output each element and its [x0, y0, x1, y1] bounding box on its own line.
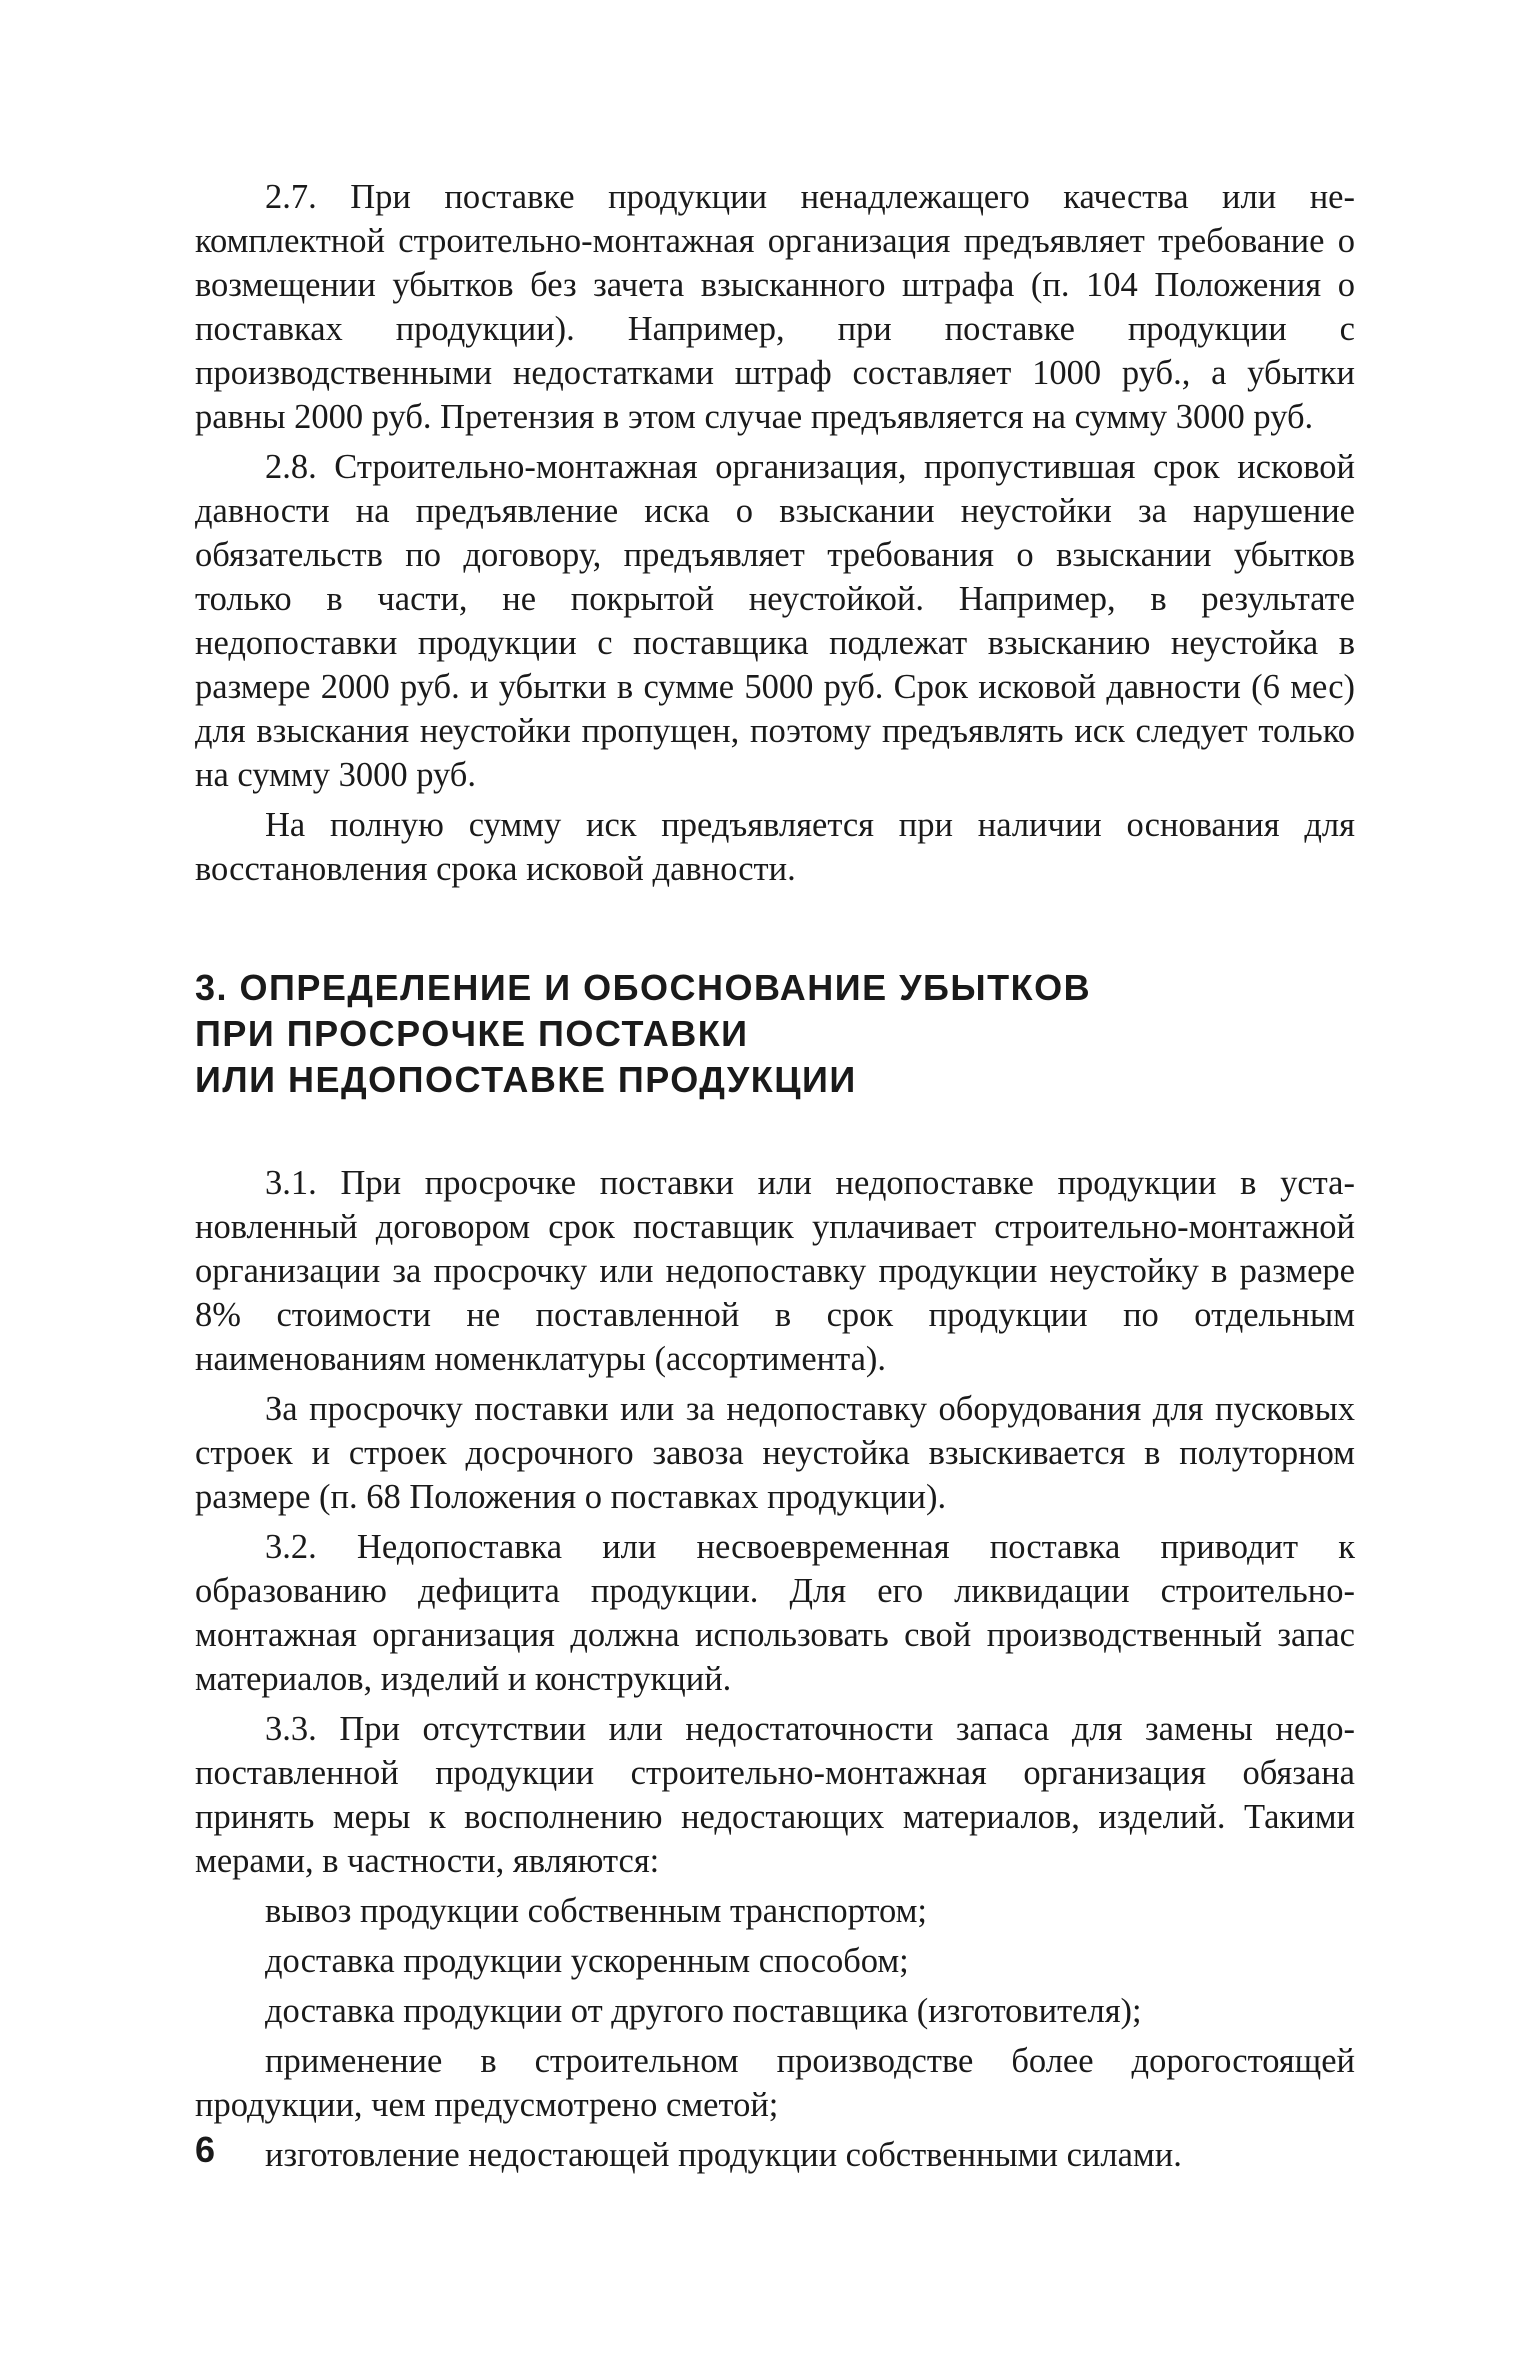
list-item: изготовление недостающей продукции собственными силами. [265, 2136, 1182, 2174]
paragraph-3-1: 3.1. При просрочке поставки или недопоставке продукции в установленный договором срок поставщик уплачивает строительно-монтажной организации за просрочку или недопоставку продукции неустойку в размере 8% стоимости не поставленной в срок продукции по отдельным наименованиям номенклатуры (ассортимента). [195, 1164, 1355, 1378]
page-number: 6 [195, 2129, 216, 2170]
paragraph-3-2: 3.2. Недопоставка или несвоевременная поставка приводит к образованию дефицита продукции. Для его ликвидации строительномонтажная организация должна использовать свой производственный запас материалов, изделий и конструкций. [195, 1528, 1355, 1698]
document-page [195, 175, 1355, 2177]
paragraph-3-3: 3.3. При отсутствии или недостаточности запаса для замены недопоставленной продукции строительно-монтажная организация обязана принять меры к восполнению недостающих материалов, изделий. Такими мерами, в частности, являются: [195, 1710, 1355, 1880]
paragraph-2-7: 2.7. При поставке продукции ненадлежащего качества или некомплектной строительно-монтажная организация предъявляет требование о возмещении убытков без зачета взысканного штрафа (п. 104 Положения о поставках продукции). Например, при поставке продукции с производственными недостатками штраф составляет 1000 руб., а убытки равны 2000 руб. Претензия в этом случае предъявляется на сумму 3000 руб. [195, 178, 1355, 436]
paragraph-equipment-penalty: За просрочку поставки или за недопоставку оборудования для пусковых строек и строек досрочного завоза неустойка взыскивается в полуторном размере (п. 68 Положения о поставках продукции). [195, 1390, 1355, 1516]
list-item: вывоз продукции собственным транспортом; [265, 1892, 928, 1930]
list-item: доставка продукции ускоренным способом; [265, 1942, 909, 1980]
section-heading-line-1: 3. ОПРЕДЕЛЕНИЕ И ОБОСНОВАНИЕ УБЫТКОВ [195, 967, 1092, 1008]
paragraph-2-8: 2.8. Строительно-монтажная организация, пропустившая срок исковой давности на предъявление иска о взыскании неустойки за нарушение обязательств по договору, предъявляет требования о взыскании убытков только в части, не покрытой неустойкой. Например, в результате недопоставки продукции с поставщика подлежат взысканию неустойка в размере 2000 руб. и убытки в сумме 5000 руб. Срок исковой давности (6 мес) для взыскания неустойки пропущен, поэтому предъявлять иск следует только на сумму 3000 руб. [195, 448, 1355, 794]
paragraph-full-sum: На полную сумму иск предъявляется при наличии основания для восстановления срока исковой давности. [195, 806, 1355, 888]
list-item: доставка продукции от другого поставщика (изготовителя); [265, 1992, 1142, 2030]
list-item: применение в строительном производстве более дорогостоящей продукции, чем предусмотрено сметой; [195, 2042, 1355, 2124]
section-heading-line-3: ИЛИ НЕДОПОСТАВКЕ ПРОДУКЦИИ [195, 1059, 857, 1100]
section-heading-line-2: ПРИ ПРОСРОЧКЕ ПОСТАВКИ [195, 1013, 749, 1054]
section-heading-3 [195, 965, 1355, 1103]
